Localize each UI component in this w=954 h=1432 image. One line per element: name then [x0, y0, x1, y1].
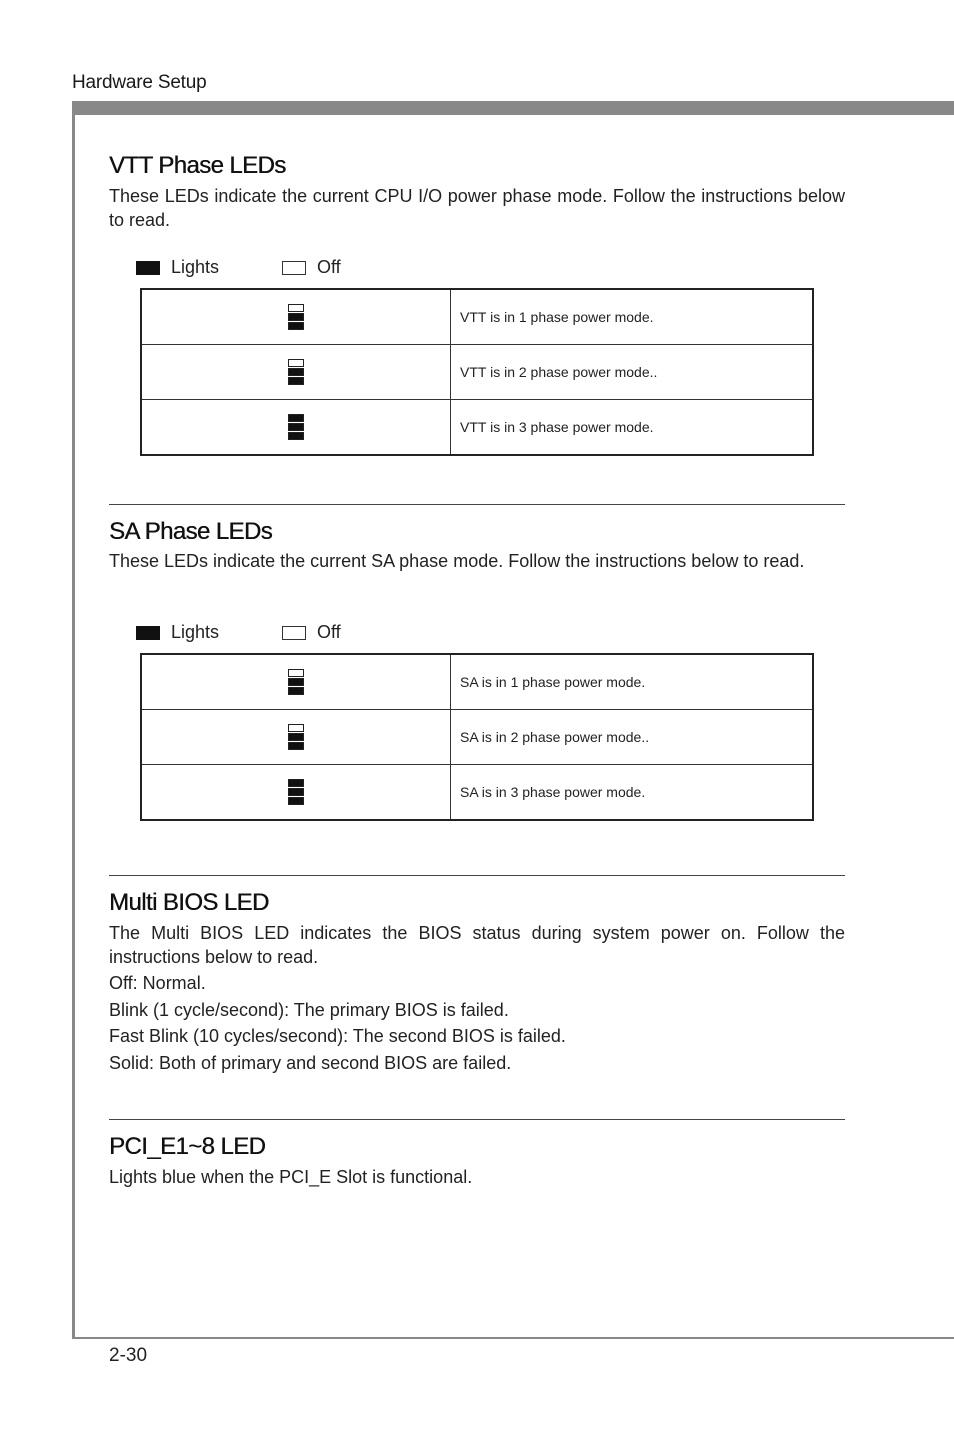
sa-table [140, 653, 814, 821]
led-on-segment [288, 313, 304, 321]
led-on-segment [288, 742, 304, 750]
led-on-segment [288, 779, 304, 787]
lights-label: Lights [171, 622, 220, 642]
section-divider [109, 875, 845, 876]
footer-rule [72, 1337, 954, 1339]
led-indicator-icon [288, 668, 304, 696]
section-divider [109, 1119, 845, 1120]
led-off-segment [288, 669, 304, 677]
led-off-segment [288, 359, 304, 367]
sa-title: SA Phase LEDs [109, 518, 272, 545]
bios-status-line: Off: Normal. [109, 973, 206, 993]
row-description: VTT is in 2 phase power mode.. [451, 345, 814, 400]
led-on-segment [288, 432, 304, 440]
off-swatch [282, 626, 306, 640]
row-description: VTT is in 1 phase power mode. [451, 289, 814, 345]
vtt-table [140, 288, 814, 456]
table-row [141, 345, 813, 400]
multi-bios-section [109, 889, 845, 1076]
lights-swatch [136, 261, 160, 275]
led-on-segment [288, 414, 304, 422]
section-divider [109, 504, 845, 505]
sa-description: These LEDs indicate the current SA phase mode. Follow the instructions below to read. [109, 551, 805, 571]
row-description: SA is in 1 phase power mode. [451, 654, 814, 710]
led-indicator-icon [288, 303, 304, 331]
table-row [141, 400, 813, 456]
off-label: Off [317, 622, 341, 642]
led-indicator-icon [288, 413, 304, 441]
row-description: SA is in 3 phase power mode. [451, 765, 814, 821]
bios-status-line: Blink (1 cycle/second): The primary BIOS is failed. [109, 999, 509, 1020]
led-on-segment [288, 788, 304, 796]
table-row [141, 710, 813, 765]
row-description: VTT is in 3 phase power mode. [451, 400, 814, 456]
led-on-segment [288, 322, 304, 330]
off-label: Off [317, 257, 341, 277]
pcie-section [109, 1133, 845, 1189]
table-row [141, 654, 813, 710]
led-on-segment [288, 687, 304, 695]
led-on-segment [288, 368, 304, 376]
led-on-segment [288, 377, 304, 385]
sa-section [109, 518, 845, 573]
led-indicator-icon [288, 778, 304, 806]
lights-label: Lights [171, 257, 220, 277]
vtt-description: These LEDs indicate the current CPU I/O power phase mode. Follow the instructions below to read. [109, 186, 845, 230]
table-row [141, 289, 813, 345]
led-indicator-icon [288, 358, 304, 386]
header-bar [72, 101, 954, 115]
pcie-description: Lights blue when the PCI_E Slot is functional. [109, 1167, 473, 1187]
led-on-segment [288, 797, 304, 805]
vtt-section [109, 152, 845, 232]
pcie-title: PCI_E1~8 LED [109, 1133, 266, 1160]
page-number: 2-30 [109, 1345, 148, 1366]
led-off-segment [288, 304, 304, 312]
multi-bios-title: Multi BIOS LED [109, 889, 269, 916]
table-row [141, 765, 813, 821]
lights-swatch [136, 626, 160, 640]
led-on-segment [288, 423, 304, 431]
bios-status-line: Fast Blink (10 cycles/second): The second BIOS is failed. [109, 1026, 566, 1046]
bios-status-line: Solid: Both of primary and second BIOS are failed. [109, 1052, 512, 1073]
led-indicator-icon [288, 723, 304, 751]
multi-bios-description: The Multi BIOS LED indicates the BIOS status during system power on. Follow the instructions below to read. [109, 923, 845, 967]
led-off-segment [288, 724, 304, 732]
left-border [72, 101, 75, 1339]
led-on-segment [288, 678, 304, 686]
off-swatch [282, 261, 306, 275]
vtt-title: VTT Phase LEDs [109, 152, 286, 179]
row-description: SA is in 2 phase power mode.. [451, 710, 814, 765]
led-on-segment [288, 733, 304, 741]
chapter-header: Hardware Setup [72, 72, 207, 93]
